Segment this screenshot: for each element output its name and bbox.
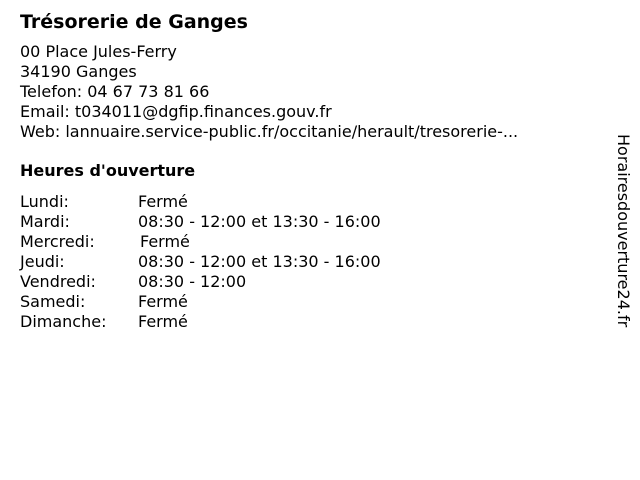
day-label: Mercredi: [20, 232, 95, 251]
email-link[interactable]: Email: t034011@dgfip.finances.gouv.fr [20, 102, 332, 121]
day-label: Mardi: [20, 212, 70, 231]
day-hours: Fermé [138, 192, 188, 211]
office-info-card [20, 10, 600, 332]
day-hours: 08:30 - 12:00 et 13:30 - 16:00 [138, 212, 381, 231]
hours-row-samedi [20, 292, 600, 312]
hours-row-mardi [20, 212, 600, 232]
address-street: 00 Place Jules-Ferry [20, 42, 177, 61]
hours-row-lundi [20, 192, 600, 212]
opening-hours-heading: Heures d'ouverture [20, 161, 196, 180]
day-hours: 08:30 - 12:00 et 13:30 - 16:00 [138, 252, 381, 271]
day-label: Jeudi: [20, 252, 65, 271]
office-title: Trésorerie de Ganges [20, 11, 248, 33]
day-label: Vendredi: [20, 272, 96, 291]
hours-row-vendredi [20, 272, 600, 292]
day-label: Samedi: [20, 292, 86, 311]
day-label: Dimanche: [20, 312, 107, 331]
hours-row-dimanche [20, 312, 600, 332]
day-label: Lundi: [20, 192, 69, 211]
hours-row-mercredi [20, 232, 600, 252]
site-brand-label: Horairesdouverture24.fr [614, 134, 633, 328]
day-hours: 08:30 - 12:00 [138, 272, 247, 291]
day-hours: Fermé [138, 292, 188, 311]
day-hours: Fermé [140, 232, 190, 251]
hours-row-jeudi [20, 252, 600, 272]
phone-number[interactable]: Telefon: 04 67 73 81 66 [20, 82, 210, 101]
website-link[interactable]: Web: lannuaire.service-public.fr/occitanie/herault/tresorerie-... [20, 122, 519, 141]
day-hours: Fermé [138, 312, 188, 331]
address-city: 34190 Ganges [20, 62, 137, 81]
